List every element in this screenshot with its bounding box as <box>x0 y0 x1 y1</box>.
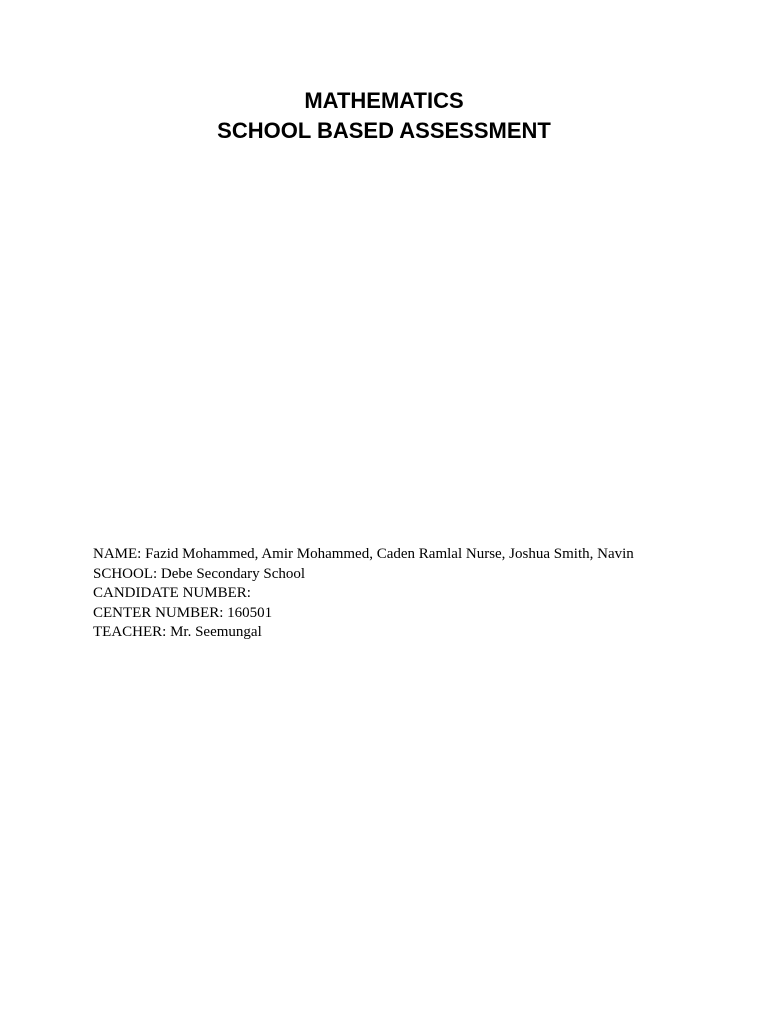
document-title <box>0 86 768 146</box>
title-subject: MATHEMATICS <box>304 88 464 113</box>
info-school: SCHOOL: Debe Secondary School <box>93 565 306 582</box>
info-teacher: TEACHER: Mr. Seemungal <box>93 624 262 640</box>
title-assessment: SCHOOL BASED ASSESSMENT <box>217 118 551 143</box>
cover-info <box>93 545 733 643</box>
info-center-number: CENTER NUMBER: 160501 <box>93 604 273 621</box>
info-candidate-number: CANDIDATE NUMBER: <box>93 585 251 601</box>
info-name: NAME: Fazid Mohammed, Amir Mohammed, Caden Ramlal Nurse, Joshua Smith, Navin <box>93 546 634 562</box>
